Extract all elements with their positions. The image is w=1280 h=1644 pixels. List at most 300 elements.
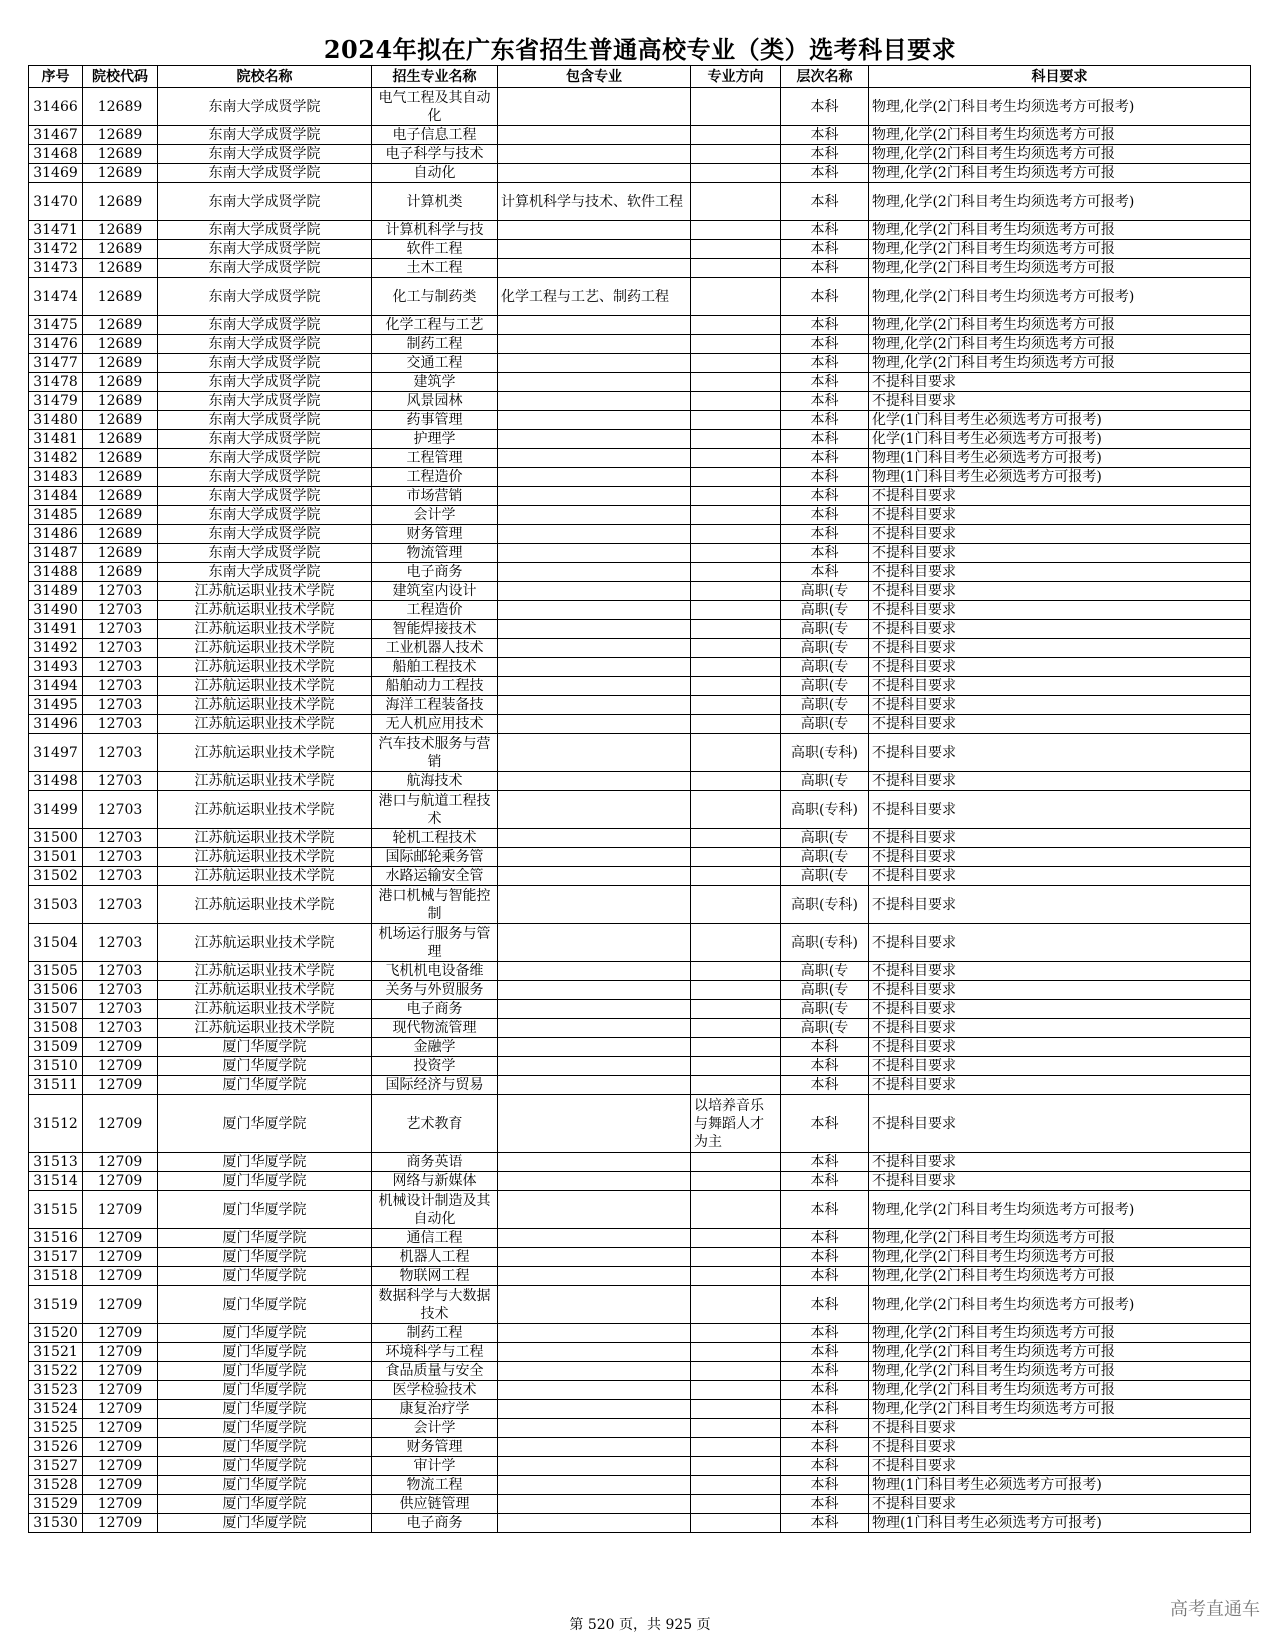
cell-requirement: 不提科目要求	[869, 772, 1251, 791]
cell-id: 31498	[29, 772, 83, 791]
cell-code: 12703	[83, 829, 158, 848]
cell-include	[498, 639, 691, 658]
table-row	[29, 468, 1251, 487]
cell-school: 东南大学成贤学院	[158, 126, 372, 145]
cell-requirement: 不提科目要求	[869, 1057, 1251, 1076]
cell-direction	[691, 1400, 781, 1419]
cell-requirement: 不提科目要求	[869, 791, 1251, 829]
cell-major: 数据科学与大数据技术	[372, 1286, 498, 1324]
cell-major: 投资学	[372, 1057, 498, 1076]
cell-id: 31521	[29, 1343, 83, 1362]
cell-code: 12703	[83, 677, 158, 696]
cell-direction	[691, 335, 781, 354]
cell-direction	[691, 677, 781, 696]
cell-include	[498, 924, 691, 962]
cell-id: 31511	[29, 1076, 83, 1095]
cell-include	[498, 1267, 691, 1286]
cell-requirement: 不提科目要求	[869, 544, 1251, 563]
cell-code: 12709	[83, 1324, 158, 1343]
cell-level: 本科	[781, 1286, 869, 1324]
cell-level: 本科	[781, 1229, 869, 1248]
cell-school: 厦门华厦学院	[158, 1191, 372, 1229]
cell-direction	[691, 506, 781, 525]
cell-major: 康复治疗学	[372, 1400, 498, 1419]
cell-level: 本科	[781, 1438, 869, 1457]
cell-code: 12689	[83, 316, 158, 335]
cell-include	[498, 962, 691, 981]
cell-school: 东南大学成贤学院	[158, 259, 372, 278]
cell-requirement: 物理,化学(2门科目考生均须选考方可报	[869, 1400, 1251, 1419]
cell-id: 31468	[29, 145, 83, 164]
table-row	[29, 772, 1251, 791]
cell-direction	[691, 1019, 781, 1038]
cell-major: 财务管理	[372, 1438, 498, 1457]
cell-school: 东南大学成贤学院	[158, 506, 372, 525]
cell-code: 12689	[83, 126, 158, 145]
cell-requirement: 不提科目要求	[869, 962, 1251, 981]
cell-id: 31501	[29, 848, 83, 867]
cell-include	[498, 1495, 691, 1514]
cell-school: 江苏航运职业技术学院	[158, 601, 372, 620]
table-row	[29, 867, 1251, 886]
cell-school: 东南大学成贤学院	[158, 487, 372, 506]
cell-include	[498, 506, 691, 525]
cell-requirement: 不提科目要求	[869, 487, 1251, 506]
table-row	[29, 411, 1251, 430]
cell-code: 12689	[83, 487, 158, 506]
table-row	[29, 1057, 1251, 1076]
cell-requirement: 物理,化学(2门科目考生均须选考方可报	[869, 335, 1251, 354]
cell-code: 12689	[83, 240, 158, 259]
cell-include	[498, 1400, 691, 1419]
cell-direction	[691, 183, 781, 221]
cell-direction	[691, 1248, 781, 1267]
cell-major: 市场营销	[372, 487, 498, 506]
cell-school: 江苏航运职业技术学院	[158, 658, 372, 677]
cell-include	[498, 1000, 691, 1019]
cell-id: 31483	[29, 468, 83, 487]
cell-include	[498, 791, 691, 829]
cell-include	[498, 1153, 691, 1172]
cell-id: 31530	[29, 1514, 83, 1533]
cell-level: 本科	[781, 1324, 869, 1343]
cell-major: 审计学	[372, 1457, 498, 1476]
cell-code: 12703	[83, 886, 158, 924]
cell-direction	[691, 639, 781, 658]
cell-id: 31523	[29, 1381, 83, 1400]
cell-requirement: 不提科目要求	[869, 1076, 1251, 1095]
cell-direction	[691, 696, 781, 715]
cell-include	[498, 981, 691, 1000]
cell-include	[498, 1286, 691, 1324]
table-row	[29, 487, 1251, 506]
cell-major: 风景园林	[372, 392, 498, 411]
cell-code: 12709	[83, 1248, 158, 1267]
cell-id: 31473	[29, 259, 83, 278]
cell-school: 东南大学成贤学院	[158, 145, 372, 164]
cell-direction	[691, 1076, 781, 1095]
cell-level: 高职(专科)	[781, 886, 869, 924]
cell-id: 31481	[29, 430, 83, 449]
cell-include	[498, 316, 691, 335]
cell-code: 12689	[83, 392, 158, 411]
cell-id: 31484	[29, 487, 83, 506]
table-row	[29, 715, 1251, 734]
cell-code: 12709	[83, 1286, 158, 1324]
cell-direction: 以培养音乐与舞蹈人才为主	[691, 1095, 781, 1153]
table-row	[29, 1000, 1251, 1019]
cell-direction	[691, 848, 781, 867]
cell-id: 31489	[29, 582, 83, 601]
table-row	[29, 259, 1251, 278]
cell-include	[498, 145, 691, 164]
cell-code: 12709	[83, 1381, 158, 1400]
table-row	[29, 544, 1251, 563]
cell-school: 厦门华厦学院	[158, 1343, 372, 1362]
cell-id: 31476	[29, 335, 83, 354]
cell-requirement: 物理,化学(2门科目考生均须选考方可报	[869, 1267, 1251, 1286]
cell-include	[498, 221, 691, 240]
cell-id: 31496	[29, 715, 83, 734]
cell-id: 31475	[29, 316, 83, 335]
cell-code: 12703	[83, 791, 158, 829]
table-row	[29, 316, 1251, 335]
cell-requirement: 不提科目要求	[869, 506, 1251, 525]
cell-school: 东南大学成贤学院	[158, 449, 372, 468]
cell-direction	[691, 468, 781, 487]
cell-major: 船舶工程技术	[372, 658, 498, 677]
cell-level: 本科	[781, 1076, 869, 1095]
cell-major: 船舶动力工程技	[372, 677, 498, 696]
cell-requirement: 不提科目要求	[869, 1495, 1251, 1514]
cell-requirement: 物理,化学(2门科目考生均须选考方可报	[869, 240, 1251, 259]
cell-level: 本科	[781, 1457, 869, 1476]
header-direction: 专业方向	[691, 66, 781, 88]
cell-level: 本科	[781, 430, 869, 449]
cell-direction	[691, 981, 781, 1000]
cell-code: 12703	[83, 848, 158, 867]
header-school: 院校名称	[158, 66, 372, 88]
cell-code: 12709	[83, 1457, 158, 1476]
cell-direction	[691, 1286, 781, 1324]
cell-school: 东南大学成贤学院	[158, 88, 372, 126]
cell-major: 航海技术	[372, 772, 498, 791]
cell-level: 高职(专	[781, 658, 869, 677]
cell-include: 化学工程与工艺、制药工程	[498, 278, 691, 316]
cell-level: 本科	[781, 1153, 869, 1172]
cell-school: 东南大学成贤学院	[158, 468, 372, 487]
cell-major: 机器人工程	[372, 1248, 498, 1267]
cell-code: 12703	[83, 620, 158, 639]
table-row	[29, 620, 1251, 639]
cell-code: 12689	[83, 373, 158, 392]
cell-school: 江苏航运职业技术学院	[158, 772, 372, 791]
cell-major: 工程造价	[372, 468, 498, 487]
cell-school: 厦门华厦学院	[158, 1095, 372, 1153]
cell-requirement: 物理,化学(2门科目考生均须选考方可报考)	[869, 88, 1251, 126]
table-row	[29, 1267, 1251, 1286]
cell-direction	[691, 715, 781, 734]
cell-requirement: 不提科目要求	[869, 981, 1251, 1000]
cell-direction	[691, 962, 781, 981]
cell-school: 厦门华厦学院	[158, 1172, 372, 1191]
cell-id: 31486	[29, 525, 83, 544]
cell-include	[498, 563, 691, 582]
cell-school: 东南大学成贤学院	[158, 544, 372, 563]
cell-code: 12709	[83, 1267, 158, 1286]
table-row	[29, 829, 1251, 848]
cell-id: 31477	[29, 354, 83, 373]
cell-level: 本科	[781, 392, 869, 411]
cell-requirement: 物理,化学(2门科目考生均须选考方可报	[869, 1381, 1251, 1400]
cell-code: 12703	[83, 715, 158, 734]
cell-include	[498, 867, 691, 886]
cell-requirement: 不提科目要求	[869, 1419, 1251, 1438]
cell-include	[498, 544, 691, 563]
cell-school: 江苏航运职业技术学院	[158, 677, 372, 696]
cell-level: 本科	[781, 506, 869, 525]
cell-school: 厦门华厦学院	[158, 1495, 372, 1514]
cell-level: 本科	[781, 221, 869, 240]
cell-major: 水路运输安全管	[372, 867, 498, 886]
subject-requirements-table	[28, 65, 1251, 1533]
cell-major: 飞机机电设备维	[372, 962, 498, 981]
cell-major: 制药工程	[372, 1324, 498, 1343]
cell-level: 本科	[781, 259, 869, 278]
cell-code: 12689	[83, 411, 158, 430]
header-id: 序号	[29, 66, 83, 88]
cell-level: 高职(专	[781, 829, 869, 848]
cell-requirement: 不提科目要求	[869, 658, 1251, 677]
cell-code: 12689	[83, 164, 158, 183]
cell-id: 31527	[29, 1457, 83, 1476]
table-row	[29, 886, 1251, 924]
cell-direction	[691, 88, 781, 126]
cell-school: 江苏航运职业技术学院	[158, 791, 372, 829]
cell-level: 本科	[781, 1514, 869, 1533]
table-row	[29, 1400, 1251, 1419]
cell-id: 31495	[29, 696, 83, 715]
cell-major: 电子商务	[372, 1514, 498, 1533]
cell-id: 31480	[29, 411, 83, 430]
cell-major: 计算机类	[372, 183, 498, 221]
cell-code: 12689	[83, 430, 158, 449]
table-row	[29, 354, 1251, 373]
cell-school: 东南大学成贤学院	[158, 563, 372, 582]
cell-requirement: 物理(1门科目考生必须选考方可报考)	[869, 1514, 1251, 1533]
cell-id: 31470	[29, 183, 83, 221]
cell-direction	[691, 1038, 781, 1057]
cell-include	[498, 1057, 691, 1076]
cell-code: 12709	[83, 1172, 158, 1191]
cell-major: 制药工程	[372, 335, 498, 354]
table-row	[29, 848, 1251, 867]
cell-id: 31507	[29, 1000, 83, 1019]
cell-major: 物联网工程	[372, 1267, 498, 1286]
cell-school: 江苏航运职业技术学院	[158, 582, 372, 601]
cell-include	[498, 1324, 691, 1343]
table-row	[29, 183, 1251, 221]
cell-id: 31508	[29, 1019, 83, 1038]
cell-direction	[691, 1000, 781, 1019]
table-row	[29, 430, 1251, 449]
cell-code: 12703	[83, 639, 158, 658]
cell-major: 土木工程	[372, 259, 498, 278]
cell-direction	[691, 924, 781, 962]
table-row	[29, 88, 1251, 126]
cell-direction	[691, 772, 781, 791]
table-row	[29, 1095, 1251, 1153]
cell-school: 江苏航运职业技术学院	[158, 639, 372, 658]
cell-school: 江苏航运职业技术学院	[158, 867, 372, 886]
cell-level: 高职(专	[781, 601, 869, 620]
cell-id: 31515	[29, 1191, 83, 1229]
table-row	[29, 335, 1251, 354]
cell-level: 本科	[781, 1248, 869, 1267]
cell-include	[498, 1438, 691, 1457]
cell-major: 工业机器人技术	[372, 639, 498, 658]
cell-id: 31519	[29, 1286, 83, 1324]
table-row	[29, 1495, 1251, 1514]
cell-requirement: 物理,化学(2门科目考生均须选考方可报	[869, 354, 1251, 373]
cell-requirement: 不提科目要求	[869, 924, 1251, 962]
cell-direction	[691, 620, 781, 639]
table-row	[29, 449, 1251, 468]
cell-direction	[691, 582, 781, 601]
table-row	[29, 563, 1251, 582]
cell-school: 东南大学成贤学院	[158, 373, 372, 392]
cell-requirement: 不提科目要求	[869, 848, 1251, 867]
cell-id: 31474	[29, 278, 83, 316]
cell-id: 31503	[29, 886, 83, 924]
cell-requirement: 不提科目要求	[869, 734, 1251, 772]
cell-school: 厦门华厦学院	[158, 1362, 372, 1381]
cell-school: 江苏航运职业技术学院	[158, 715, 372, 734]
cell-major: 关务与外贸服务	[372, 981, 498, 1000]
cell-include	[498, 259, 691, 278]
cell-id: 31490	[29, 601, 83, 620]
cell-requirement: 物理,化学(2门科目考生均须选考方可报	[869, 259, 1251, 278]
cell-direction	[691, 544, 781, 563]
table-row	[29, 677, 1251, 696]
cell-requirement: 不提科目要求	[869, 677, 1251, 696]
cell-school: 东南大学成贤学院	[158, 411, 372, 430]
cell-major: 汽车技术服务与营销	[372, 734, 498, 772]
cell-id: 31491	[29, 620, 83, 639]
cell-school: 江苏航运职业技术学院	[158, 620, 372, 639]
cell-include	[498, 1076, 691, 1095]
cell-requirement: 物理,化学(2门科目考生均须选考方可报	[869, 126, 1251, 145]
cell-direction	[691, 1229, 781, 1248]
cell-code: 12689	[83, 525, 158, 544]
cell-major: 药事管理	[372, 411, 498, 430]
cell-direction	[691, 1514, 781, 1533]
cell-requirement: 不提科目要求	[869, 696, 1251, 715]
cell-include	[498, 411, 691, 430]
cell-school: 江苏航运职业技术学院	[158, 1000, 372, 1019]
cell-level: 本科	[781, 183, 869, 221]
cell-requirement: 不提科目要求	[869, 392, 1251, 411]
cell-direction	[691, 1172, 781, 1191]
cell-id: 31529	[29, 1495, 83, 1514]
cell-level: 高职(专	[781, 639, 869, 658]
cell-level: 本科	[781, 1172, 869, 1191]
cell-id: 31487	[29, 544, 83, 563]
cell-school: 江苏航运职业技术学院	[158, 924, 372, 962]
cell-school: 厦门华厦学院	[158, 1076, 372, 1095]
cell-level: 高职(专	[781, 772, 869, 791]
cell-requirement: 不提科目要求	[869, 639, 1251, 658]
cell-include	[498, 1381, 691, 1400]
cell-code: 12703	[83, 1019, 158, 1038]
cell-include	[498, 392, 691, 411]
cell-id: 31500	[29, 829, 83, 848]
cell-school: 江苏航运职业技术学院	[158, 1019, 372, 1038]
cell-code: 12709	[83, 1419, 158, 1438]
cell-code: 12703	[83, 962, 158, 981]
cell-code: 12709	[83, 1153, 158, 1172]
cell-school: 江苏航运职业技术学院	[158, 886, 372, 924]
cell-level: 本科	[781, 1095, 869, 1153]
cell-include	[498, 1095, 691, 1153]
cell-id: 31518	[29, 1267, 83, 1286]
cell-code: 12703	[83, 1000, 158, 1019]
cell-include	[498, 848, 691, 867]
cell-level: 高职(专	[781, 867, 869, 886]
cell-requirement: 化学(1门科目考生必须选考方可报考)	[869, 411, 1251, 430]
cell-major: 电气工程及其自动化	[372, 88, 498, 126]
cell-level: 本科	[781, 373, 869, 392]
cell-include	[498, 1419, 691, 1438]
table-row	[29, 1438, 1251, 1457]
cell-major: 会计学	[372, 1419, 498, 1438]
cell-school: 东南大学成贤学院	[158, 183, 372, 221]
cell-school: 厦门华厦学院	[158, 1476, 372, 1495]
cell-level: 高职(专	[781, 677, 869, 696]
cell-code: 12703	[83, 601, 158, 620]
cell-code: 12689	[83, 183, 158, 221]
cell-id: 31520	[29, 1324, 83, 1343]
cell-direction	[691, 221, 781, 240]
cell-school: 东南大学成贤学院	[158, 335, 372, 354]
cell-level: 高职(专	[781, 582, 869, 601]
cell-school: 厦门华厦学院	[158, 1381, 372, 1400]
cell-major: 国际经济与贸易	[372, 1076, 498, 1095]
cell-include	[498, 449, 691, 468]
table-row	[29, 373, 1251, 392]
cell-id: 31493	[29, 658, 83, 677]
cell-level: 高职(专	[781, 620, 869, 639]
cell-include	[498, 1362, 691, 1381]
cell-school: 厦门华厦学院	[158, 1438, 372, 1457]
cell-requirement: 物理,化学(2门科目考生均须选考方可报考)	[869, 1286, 1251, 1324]
cell-code: 12709	[83, 1438, 158, 1457]
cell-include	[498, 1343, 691, 1362]
cell-code: 12689	[83, 354, 158, 373]
cell-id: 31466	[29, 88, 83, 126]
cell-id: 31469	[29, 164, 83, 183]
cell-school: 江苏航运职业技术学院	[158, 734, 372, 772]
cell-level: 本科	[781, 88, 869, 126]
cell-level: 高职(专	[781, 696, 869, 715]
cell-school: 东南大学成贤学院	[158, 430, 372, 449]
cell-major: 金融学	[372, 1038, 498, 1057]
cell-level: 本科	[781, 126, 869, 145]
table-row	[29, 1191, 1251, 1229]
cell-code: 12689	[83, 221, 158, 240]
cell-include	[498, 1019, 691, 1038]
table-row	[29, 392, 1251, 411]
